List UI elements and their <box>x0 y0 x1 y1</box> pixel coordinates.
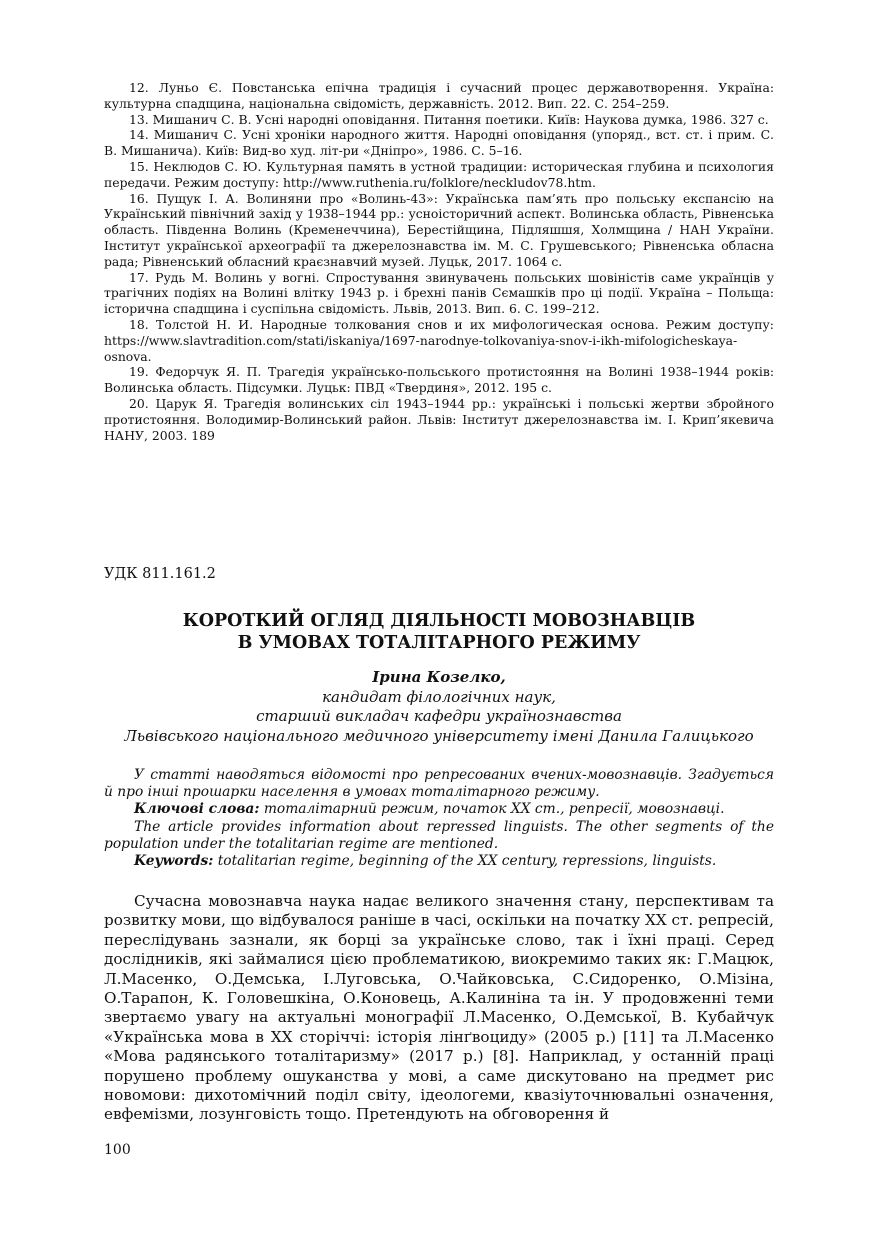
article-title <box>104 610 774 654</box>
keywords-uk-label: Ключові слова: <box>134 801 260 818</box>
author-name: Ірина Козелко, <box>372 668 506 686</box>
udk-code: УДК 811.161.2 <box>104 566 216 582</box>
author-institution: Львівського національного медичного університету імені Данила Галицького <box>124 726 754 745</box>
reference-item: 12. Луньо Є. Повстанська епічна традиція і сучасний процес державотворення. Україна: культурна спадщина, національна свідомість, державність. 2012. Вип. 22. С. 254–259. <box>104 80 774 111</box>
reference-item: 16. Пущук І. А. Волиняни про «Волинь-43»: Українська пам’ять про польську експансію на Український північний захід у 1938–1944 рр.: усноісторичний аспект. Волинська область, Рівненська область. Південна Волинь (Кременеччина), Берестійщина, Підляшшя, Холмщина / НАН України. Інститут української археографії та джерелознавства ім. М. С. Грушевського; Рівненська обласна рада; Рівненський обласний краєзнавчий музей. Луцьк, 2017. 1064 с. <box>104 190 774 269</box>
article-body <box>104 892 774 1125</box>
author-degree: кандидат філологічних наук, <box>322 687 556 706</box>
reference-item: 14. Мишанич С. Усні хроніки народного життя. Народні оповідання (упоряд., вст. ст. і прим. С. В. Мишанича). Київ: Вид-во худ. літ-ри «Дніпро», 1986. С. 5–16. <box>104 127 774 159</box>
reference-item: 20. Царук Я. Трагедія волинських сіл 1943–1944 рр.: українські і польські жертви збройного протистояння. Володимир-Волинський район. Львів: Інститут джерелознавства ім. І. Крип’якевича НАНУ, 2003. 189 <box>104 395 774 443</box>
author-block <box>104 668 774 746</box>
article-title-line: В УМОВАХ ТОТАЛІТАРНОГО РЕЖИМУ <box>237 633 641 653</box>
page-number: 100 <box>104 1142 131 1158</box>
article-title-line: КОРОТКИЙ ОГЛЯД ДІЯЛЬНОСТІ МОВОЗНАВЦІВ <box>182 611 696 631</box>
abstract-en: The article provides information about repressed linguists. The other segments of the population under the totalitarian regime are mentioned. <box>104 818 774 852</box>
body-paragraph: Сучасна мовознавча наука надає великого значення стану, перспективам та розвитку мови, що відбувалося раніше в часі, оскільки на початку ХХ ст. репресій, переслідувань зазнали, як борці за українське слово, так і їхні праці. Серед дослідників, які займалися цією проблематикою, виокремимо таких як: Г.Мацюк, Л.Масенко, О.Демська, І.Луговська, О.Чайковська, С.Сидоренко, О.Мізіна, О.Тарапон, К. Головешкіна, О.Коновець, А.Калиніна та ін. У продовженні теми звертаємо увагу на актуальні монографії Л.Масенко, О.Демської, В. Кубайчук «Українська мова в ХХ сторіччі: історія лінґвоциду» (2005 р.) [11] та Л.Масенко «Мова радянського тоталітаризму» (2017 р.) [8]. Наприклад, у останній праці порушено проблему ошуканства у мові, а саме дискутовано на предмет рис новомови: дихотомічний поділ світу, ідеологеми, квазіуточнювальні означення, евфемізми, лозунговість тощо. Претендують на обговорення й <box>104 892 774 1124</box>
keywords-en <box>104 853 774 870</box>
keywords-uk-text: тоталітарний режим, початок ХХ ст., репресії, мовознавці. <box>259 801 725 818</box>
reference-item: 13. Мишанич С. В. Усні народні оповідання. Питання поетики. Київ: Наукова думка, 1986. 327 с. <box>129 111 769 127</box>
keywords-en-label: Keywords: <box>134 853 214 870</box>
abstract-uk: У статті наводяться відомості про репресованих вчених-мовознавців. Згадується й про інші прошарки населення в умовах тоталітарного режиму. <box>104 767 774 801</box>
reference-list <box>104 80 774 443</box>
keywords-uk <box>104 801 774 818</box>
reference-item: 17. Рудь М. Волинь у вогні. Спростування звинувачень польських шовіністів саме українців у трагічних подіях на Волині влітку 1943 р. і брехні панів Сємашків про ці події. Україна – Польща: історична спадщина і суспільна свідомість. Львів, 2013. Вип. 6. С. 199–212. <box>104 269 774 317</box>
keywords-en-text: totalitarian regime, beginning of the XX century, repressions, linguists. <box>213 853 717 870</box>
author-position: старший викладач кафедри українознавства <box>256 707 622 726</box>
reference-item: 18. Толстой Н. И. Народные толкования снов и их мифологическая основа. Режим доступу: https://www.slavtradition.com/stati/iskaniya/1697-narodnye-tolkovaniya-snov-i-ikh-mifologicheskaya-osnova. <box>104 316 774 364</box>
reference-item: 15. Неклюдов С. Ю. Культурная память в устной традиции: историческая глубина и психология передачи. Режим доступу: http://www.ruthenia.ru/folklore/neckludov78.htm. <box>104 158 774 190</box>
abstract-block <box>104 767 774 870</box>
reference-item: 19. Федорчук Я. П. Трагедія українсько-польського протистояння на Волині 1938–1944 років: Волинська область. Підсумки. Луцьк: ПВД «Твердиня», 2012. 195 с. <box>104 364 774 396</box>
